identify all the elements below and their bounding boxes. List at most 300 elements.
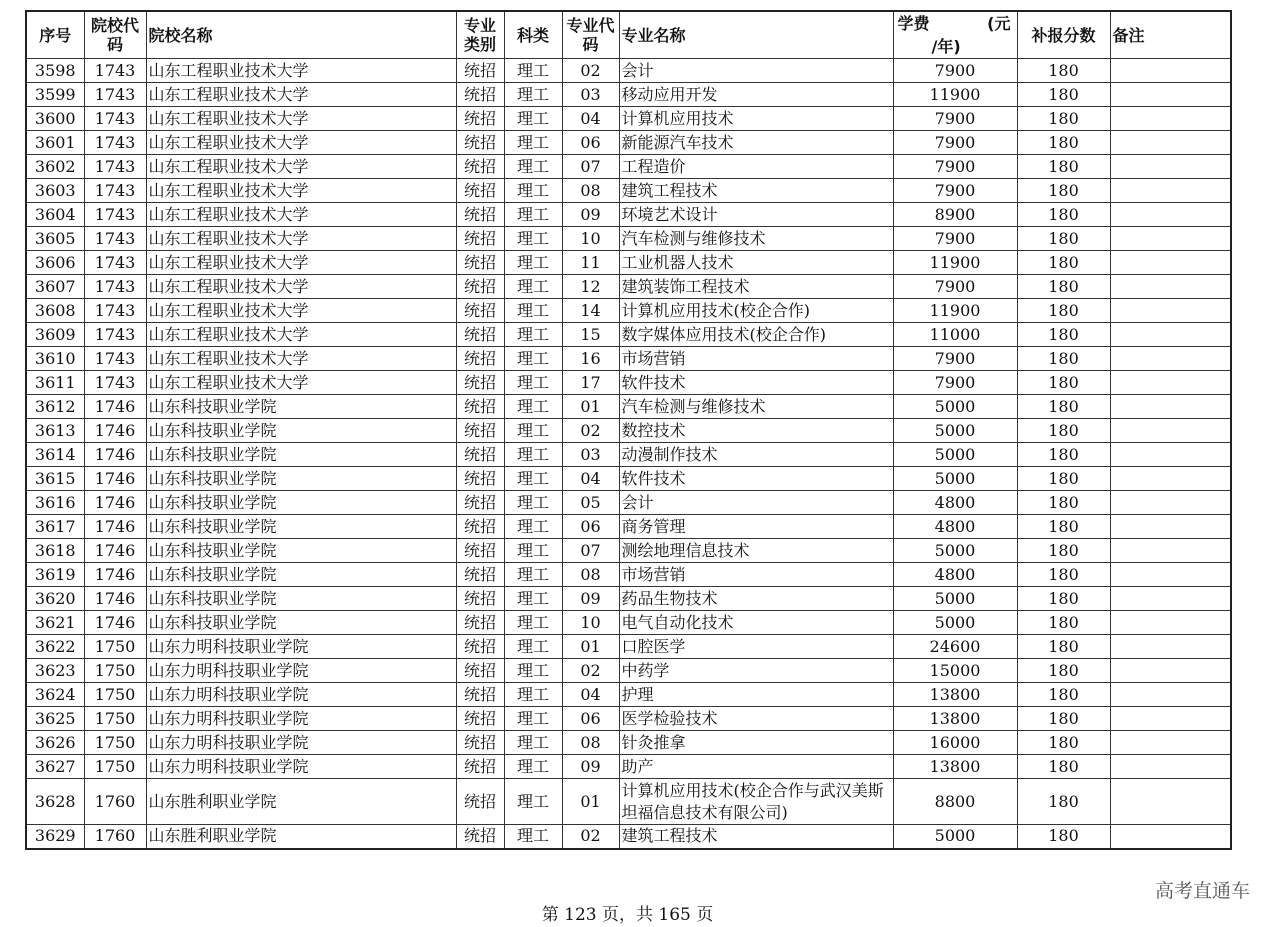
- table-row: [26, 155, 1231, 179]
- table-row: [26, 539, 1231, 563]
- cell-seq: 3600: [26, 107, 84, 131]
- cell-subject: 理工: [504, 275, 562, 299]
- cell-subject: 理工: [504, 59, 562, 83]
- cell-fee: 7900: [893, 275, 1017, 299]
- cell-school-code: 1746: [84, 467, 146, 491]
- cell-subject: 理工: [504, 707, 562, 731]
- cell-fee: 5000: [893, 443, 1017, 467]
- cell-subject: 理工: [504, 825, 562, 849]
- cell-school-name: 山东科技职业学院: [146, 491, 456, 515]
- cell-remark: [1110, 731, 1231, 755]
- cell-seq: 3617: [26, 515, 84, 539]
- cell-fee: 5000: [893, 467, 1017, 491]
- cell-school-code: 1743: [84, 347, 146, 371]
- cell-major-code: 09: [562, 755, 619, 779]
- cell-major-name: 汽车检测与维修技术: [619, 227, 893, 251]
- cell-remark: [1110, 227, 1231, 251]
- cell-fee: 8800: [893, 779, 1017, 825]
- header-fee: [893, 11, 1017, 59]
- cell-major-type: 统招: [456, 539, 504, 563]
- cell-fee: 13800: [893, 683, 1017, 707]
- table-row: [26, 515, 1231, 539]
- cell-seq: 3613: [26, 419, 84, 443]
- cell-score: 180: [1017, 563, 1110, 587]
- cell-major-name: 动漫制作技术: [619, 443, 893, 467]
- table-row: [26, 227, 1231, 251]
- cell-major-name: 软件技术: [619, 467, 893, 491]
- cell-fee: 5000: [893, 587, 1017, 611]
- cell-major-code: 04: [562, 683, 619, 707]
- cell-score: 180: [1017, 227, 1110, 251]
- cell-school-code: 1750: [84, 707, 146, 731]
- table-row: [26, 755, 1231, 779]
- cell-major-name: 工业机器人技术: [619, 251, 893, 275]
- cell-school-code: 1760: [84, 825, 146, 849]
- table-row: [26, 611, 1231, 635]
- table-row: [26, 371, 1231, 395]
- header-major-name: 专业名称: [619, 11, 893, 59]
- cell-major-code: 10: [562, 227, 619, 251]
- cell-school-name: 山东胜利职业学院: [146, 825, 456, 849]
- cell-major-type: 统招: [456, 707, 504, 731]
- cell-major-code: 10: [562, 611, 619, 635]
- cell-remark: [1110, 563, 1231, 587]
- admission-table: [25, 10, 1232, 850]
- cell-school-code: 1746: [84, 563, 146, 587]
- cell-major-type: 统招: [456, 227, 504, 251]
- cell-major-name: 医学检验技术: [619, 707, 893, 731]
- cell-major-name: 电气自动化技术: [619, 611, 893, 635]
- cell-school-code: 1760: [84, 779, 146, 825]
- cell-school-name: 山东科技职业学院: [146, 443, 456, 467]
- cell-seq: 3606: [26, 251, 84, 275]
- cell-subject: 理工: [504, 131, 562, 155]
- cell-seq: 3607: [26, 275, 84, 299]
- cell-major-code: 01: [562, 779, 619, 825]
- cell-subject: 理工: [504, 227, 562, 251]
- cell-subject: 理工: [504, 779, 562, 825]
- cell-school-code: 1743: [84, 203, 146, 227]
- cell-seq: 3611: [26, 371, 84, 395]
- cell-school-name: 山东工程职业技术大学: [146, 83, 456, 107]
- cell-score: 180: [1017, 299, 1110, 323]
- cell-fee: 5000: [893, 395, 1017, 419]
- header-row: [26, 11, 1231, 59]
- watermark-text: 高考直通车: [1154, 880, 1250, 902]
- cell-major-name: 建筑装饰工程技术: [619, 275, 893, 299]
- cell-remark: [1110, 203, 1231, 227]
- cell-score: 180: [1017, 83, 1110, 107]
- table-row: [26, 251, 1231, 275]
- cell-school-name: 山东工程职业技术大学: [146, 59, 456, 83]
- cell-major-type: 统招: [456, 275, 504, 299]
- cell-school-name: 山东力明科技职业学院: [146, 635, 456, 659]
- cell-subject: 理工: [504, 419, 562, 443]
- cell-major-type: 统招: [456, 59, 504, 83]
- cell-subject: 理工: [504, 155, 562, 179]
- cell-subject: 理工: [504, 371, 562, 395]
- cell-score: 180: [1017, 587, 1110, 611]
- cell-major-code: 01: [562, 635, 619, 659]
- cell-remark: [1110, 59, 1231, 83]
- cell-school-code: 1743: [84, 323, 146, 347]
- table-row: [26, 443, 1231, 467]
- cell-score: 180: [1017, 731, 1110, 755]
- cell-subject: 理工: [504, 251, 562, 275]
- cell-seq: 3605: [26, 227, 84, 251]
- cell-score: 180: [1017, 251, 1110, 275]
- table-row: [26, 419, 1231, 443]
- cell-major-type: 统招: [456, 395, 504, 419]
- cell-major-type: 统招: [456, 131, 504, 155]
- cell-major-name: 计算机应用技术(校企合作): [619, 299, 893, 323]
- cell-school-name: 山东科技职业学院: [146, 587, 456, 611]
- cell-subject: 理工: [504, 491, 562, 515]
- cell-score: 180: [1017, 467, 1110, 491]
- cell-fee: 13800: [893, 755, 1017, 779]
- table-row: [26, 467, 1231, 491]
- cell-seq: 3603: [26, 179, 84, 203]
- cell-subject: 理工: [504, 587, 562, 611]
- cell-subject: 理工: [504, 611, 562, 635]
- cell-major-name: 计算机应用技术: [619, 107, 893, 131]
- cell-school-name: 山东力明科技职业学院: [146, 659, 456, 683]
- cell-score: 180: [1017, 275, 1110, 299]
- cell-school-code: 1743: [84, 107, 146, 131]
- cell-school-code: 1750: [84, 635, 146, 659]
- header-major-type: 专业类别: [456, 11, 504, 59]
- table-body: [26, 59, 1231, 849]
- cell-remark: [1110, 539, 1231, 563]
- cell-major-code: 06: [562, 515, 619, 539]
- cell-remark: [1110, 611, 1231, 635]
- cell-school-name: 山东工程职业技术大学: [146, 275, 456, 299]
- cell-major-type: 统招: [456, 419, 504, 443]
- cell-remark: [1110, 323, 1231, 347]
- cell-school-code: 1743: [84, 371, 146, 395]
- header-fee-unit-a: (元: [987, 14, 1011, 33]
- cell-major-name: 软件技术: [619, 371, 893, 395]
- cell-major-name: 口腔医学: [619, 635, 893, 659]
- cell-score: 180: [1017, 59, 1110, 83]
- cell-major-type: 统招: [456, 443, 504, 467]
- cell-major-code: 03: [562, 443, 619, 467]
- cell-seq: 3619: [26, 563, 84, 587]
- cell-school-code: 1746: [84, 443, 146, 467]
- cell-fee: 11900: [893, 83, 1017, 107]
- cell-score: 180: [1017, 707, 1110, 731]
- cell-school-code: 1743: [84, 251, 146, 275]
- cell-school-code: 1743: [84, 275, 146, 299]
- cell-major-name: 数字媒体应用技术(校企合作): [619, 323, 893, 347]
- cell-school-name: 山东力明科技职业学院: [146, 731, 456, 755]
- header-remark: 备注: [1110, 11, 1231, 59]
- cell-seq: 3629: [26, 825, 84, 849]
- cell-remark: [1110, 251, 1231, 275]
- cell-major-type: 统招: [456, 515, 504, 539]
- cell-major-code: 09: [562, 587, 619, 611]
- cell-major-code: 04: [562, 467, 619, 491]
- cell-school-name: 山东科技职业学院: [146, 515, 456, 539]
- cell-seq: 3602: [26, 155, 84, 179]
- cell-major-code: 05: [562, 491, 619, 515]
- cell-fee: 13800: [893, 707, 1017, 731]
- cell-score: 180: [1017, 179, 1110, 203]
- cell-score: 180: [1017, 371, 1110, 395]
- cell-major-type: 统招: [456, 323, 504, 347]
- header-subject: 科类: [504, 11, 562, 59]
- cell-score: 180: [1017, 323, 1110, 347]
- header-major-code: 专业代码: [562, 11, 619, 59]
- cell-major-type: 统招: [456, 203, 504, 227]
- table-row: [26, 659, 1231, 683]
- cell-remark: [1110, 587, 1231, 611]
- cell-major-name: 护理: [619, 683, 893, 707]
- cell-fee: 16000: [893, 731, 1017, 755]
- cell-fee: 7900: [893, 179, 1017, 203]
- cell-school-name: 山东工程职业技术大学: [146, 131, 456, 155]
- cell-fee: 4800: [893, 515, 1017, 539]
- table-row: [26, 825, 1231, 849]
- cell-school-code: 1743: [84, 299, 146, 323]
- cell-seq: 3627: [26, 755, 84, 779]
- cell-score: 180: [1017, 779, 1110, 825]
- cell-score: 180: [1017, 755, 1110, 779]
- cell-seq: 3622: [26, 635, 84, 659]
- cell-major-code: 06: [562, 707, 619, 731]
- cell-remark: [1110, 371, 1231, 395]
- cell-major-type: 统招: [456, 779, 504, 825]
- table-row: [26, 491, 1231, 515]
- table-row: [26, 131, 1231, 155]
- cell-major-name: 会计: [619, 491, 893, 515]
- cell-major-name: 针灸推拿: [619, 731, 893, 755]
- cell-school-code: 1750: [84, 659, 146, 683]
- cell-school-name: 山东工程职业技术大学: [146, 371, 456, 395]
- cell-major-type: 统招: [456, 371, 504, 395]
- cell-remark: [1110, 443, 1231, 467]
- cell-major-code: 09: [562, 203, 619, 227]
- cell-seq: 3624: [26, 683, 84, 707]
- cell-school-code: 1746: [84, 611, 146, 635]
- cell-remark: [1110, 419, 1231, 443]
- cell-score: 180: [1017, 131, 1110, 155]
- cell-seq: 3615: [26, 467, 84, 491]
- cell-seq: 3620: [26, 587, 84, 611]
- cell-subject: 理工: [504, 563, 562, 587]
- cell-major-type: 统招: [456, 107, 504, 131]
- header-school-code: 院校代码: [84, 11, 146, 59]
- cell-fee: 15000: [893, 659, 1017, 683]
- cell-major-code: 17: [562, 371, 619, 395]
- cell-school-code: 1743: [84, 179, 146, 203]
- cell-major-code: 07: [562, 155, 619, 179]
- cell-major-name: 测绘地理信息技术: [619, 539, 893, 563]
- cell-seq: 3610: [26, 347, 84, 371]
- cell-school-name: 山东工程职业技术大学: [146, 203, 456, 227]
- cell-major-name: 数控技术: [619, 419, 893, 443]
- cell-major-type: 统招: [456, 563, 504, 587]
- table-row: [26, 83, 1231, 107]
- cell-fee: 4800: [893, 563, 1017, 587]
- cell-school-code: 1750: [84, 731, 146, 755]
- cell-subject: 理工: [504, 323, 562, 347]
- cell-remark: [1110, 635, 1231, 659]
- cell-major-name: 移动应用开发: [619, 83, 893, 107]
- cell-remark: [1110, 683, 1231, 707]
- cell-school-code: 1743: [84, 83, 146, 107]
- header-school-name: 院校名称: [146, 11, 456, 59]
- cell-school-code: 1743: [84, 227, 146, 251]
- cell-school-name: 山东科技职业学院: [146, 467, 456, 491]
- cell-school-name: 山东力明科技职业学院: [146, 707, 456, 731]
- table-row: [26, 395, 1231, 419]
- cell-major-name: 建筑工程技术: [619, 825, 893, 849]
- table-row: [26, 563, 1231, 587]
- cell-score: 180: [1017, 611, 1110, 635]
- cell-fee: 7900: [893, 347, 1017, 371]
- cell-score: 180: [1017, 825, 1110, 849]
- cell-score: 180: [1017, 491, 1110, 515]
- cell-seq: 3609: [26, 323, 84, 347]
- cell-fee: 11900: [893, 251, 1017, 275]
- cell-school-name: 山东胜利职业学院: [146, 779, 456, 825]
- cell-major-type: 统招: [456, 587, 504, 611]
- cell-major-code: 03: [562, 83, 619, 107]
- cell-remark: [1110, 825, 1231, 849]
- cell-fee: 7900: [893, 155, 1017, 179]
- cell-fee: 7900: [893, 131, 1017, 155]
- cell-seq: 3612: [26, 395, 84, 419]
- cell-subject: 理工: [504, 755, 562, 779]
- cell-major-code: 04: [562, 107, 619, 131]
- cell-subject: 理工: [504, 179, 562, 203]
- cell-school-code: 1746: [84, 419, 146, 443]
- cell-school-name: 山东工程职业技术大学: [146, 155, 456, 179]
- cell-seq: 3625: [26, 707, 84, 731]
- table-row: [26, 731, 1231, 755]
- table-row: [26, 347, 1231, 371]
- cell-major-name: 汽车检测与维修技术: [619, 395, 893, 419]
- cell-major-code: 08: [562, 731, 619, 755]
- cell-seq: 3626: [26, 731, 84, 755]
- cell-seq: 3608: [26, 299, 84, 323]
- cell-fee: 24600: [893, 635, 1017, 659]
- cell-school-code: 1746: [84, 395, 146, 419]
- cell-major-code: 08: [562, 563, 619, 587]
- cell-score: 180: [1017, 635, 1110, 659]
- cell-major-name: 新能源汽车技术: [619, 131, 893, 155]
- cell-subject: 理工: [504, 107, 562, 131]
- cell-school-name: 山东科技职业学院: [146, 539, 456, 563]
- cell-school-name: 山东工程职业技术大学: [146, 251, 456, 275]
- table-row: [26, 179, 1231, 203]
- cell-major-type: 统招: [456, 179, 504, 203]
- cell-school-name: 山东科技职业学院: [146, 395, 456, 419]
- table-row: [26, 299, 1231, 323]
- cell-subject: 理工: [504, 467, 562, 491]
- cell-major-code: 02: [562, 659, 619, 683]
- cell-score: 180: [1017, 395, 1110, 419]
- cell-subject: 理工: [504, 539, 562, 563]
- cell-school-name: 山东科技职业学院: [146, 419, 456, 443]
- cell-seq: 3616: [26, 491, 84, 515]
- cell-fee: 5000: [893, 825, 1017, 849]
- cell-fee: 7900: [893, 59, 1017, 83]
- table-row: [26, 707, 1231, 731]
- cell-remark: [1110, 779, 1231, 825]
- cell-major-code: 12: [562, 275, 619, 299]
- cell-fee: 11900: [893, 299, 1017, 323]
- cell-major-name: 计算机应用技术(校企合作与武汉美斯坦福信息技术有限公司): [619, 779, 893, 825]
- cell-major-name: 助产: [619, 755, 893, 779]
- cell-score: 180: [1017, 203, 1110, 227]
- header-fee-unit-b: /年): [931, 37, 961, 56]
- cell-school-name: 山东工程职业技术大学: [146, 179, 456, 203]
- cell-score: 180: [1017, 347, 1110, 371]
- cell-subject: 理工: [504, 683, 562, 707]
- cell-score: 180: [1017, 659, 1110, 683]
- cell-school-name: 山东工程职业技术大学: [146, 347, 456, 371]
- cell-major-type: 统招: [456, 755, 504, 779]
- cell-major-code: 14: [562, 299, 619, 323]
- cell-subject: 理工: [504, 731, 562, 755]
- cell-major-code: 07: [562, 539, 619, 563]
- cell-school-code: 1746: [84, 491, 146, 515]
- table-row: [26, 59, 1231, 83]
- cell-fee: 5000: [893, 611, 1017, 635]
- cell-remark: [1110, 131, 1231, 155]
- cell-fee: 7900: [893, 371, 1017, 395]
- page-footer: 第 123 页，共 165 页: [541, 905, 714, 925]
- cell-remark: [1110, 395, 1231, 419]
- cell-major-code: 01: [562, 395, 619, 419]
- cell-remark: [1110, 155, 1231, 179]
- cell-major-code: 16: [562, 347, 619, 371]
- cell-seq: 3618: [26, 539, 84, 563]
- cell-major-type: 统招: [456, 825, 504, 849]
- cell-school-name: 山东工程职业技术大学: [146, 107, 456, 131]
- cell-subject: 理工: [504, 203, 562, 227]
- cell-major-code: 11: [562, 251, 619, 275]
- cell-score: 180: [1017, 443, 1110, 467]
- cell-remark: [1110, 347, 1231, 371]
- cell-remark: [1110, 107, 1231, 131]
- cell-subject: 理工: [504, 83, 562, 107]
- cell-major-name: 工程造价: [619, 155, 893, 179]
- table-row: [26, 323, 1231, 347]
- cell-major-name: 市场营销: [619, 563, 893, 587]
- cell-major-name: 药品生物技术: [619, 587, 893, 611]
- cell-major-name: 中药学: [619, 659, 893, 683]
- cell-seq: 3601: [26, 131, 84, 155]
- table-row: [26, 779, 1231, 825]
- cell-major-name: 商务管理: [619, 515, 893, 539]
- cell-major-code: 08: [562, 179, 619, 203]
- cell-fee: 7900: [893, 107, 1017, 131]
- cell-seq: 3621: [26, 611, 84, 635]
- cell-school-code: 1743: [84, 131, 146, 155]
- cell-subject: 理工: [504, 347, 562, 371]
- cell-major-code: 06: [562, 131, 619, 155]
- table-row: [26, 275, 1231, 299]
- cell-school-code: 1746: [84, 539, 146, 563]
- cell-major-name: 建筑工程技术: [619, 179, 893, 203]
- cell-fee: 11000: [893, 323, 1017, 347]
- cell-major-type: 统招: [456, 731, 504, 755]
- cell-school-name: 山东力明科技职业学院: [146, 755, 456, 779]
- table-row: [26, 587, 1231, 611]
